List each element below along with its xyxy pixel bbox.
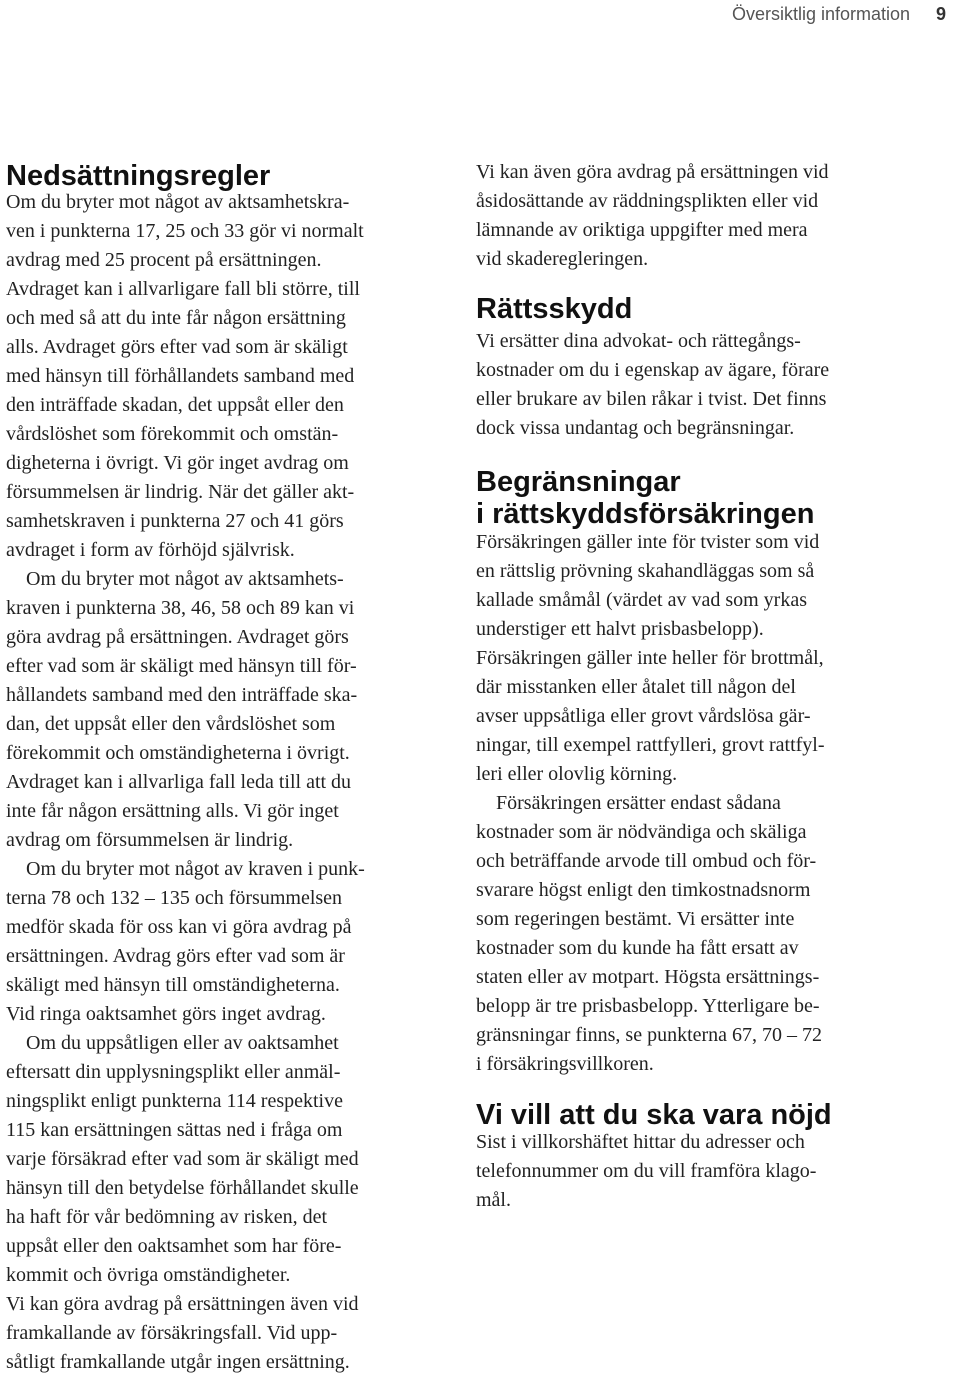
- text-line: där misstanken eller åtalet till någon del: [476, 676, 796, 698]
- text-line: Vi kan göra avdrag på ersättningen även vid: [6, 1293, 359, 1315]
- nedsattningsregler-body: [6, 188, 446, 1377]
- text-line: Om du bryter mot något av kraven i punk-: [6, 858, 365, 880]
- text-line: medför skada för oss kan vi göra avdrag på: [6, 916, 352, 938]
- begransningar-heading-line-1: Begränsningar: [476, 466, 681, 498]
- text-line: digheterna i övrigt. Vi gör inget avdrag om: [6, 452, 349, 474]
- text-line: gränsningar finns, se punkterna 67, 70 – 72: [476, 1024, 823, 1046]
- begransningar-body: [476, 528, 916, 1079]
- text-line: den inträffade skadan, det uppsåt eller den: [6, 394, 344, 416]
- text-line: uppsåt eller den oaktsamhet som har före-: [6, 1235, 342, 1257]
- text-line: kallade småmål (värdet av vad som yrkas: [476, 589, 807, 611]
- text-line: lämnande av oriktiga uppgifter med mera: [476, 219, 808, 241]
- text-line: varje försäkrad efter vad som är skäligt med: [6, 1148, 359, 1170]
- text-line: Sist i villkorshäftet hittar du adresser och: [476, 1131, 805, 1153]
- section-heading-begransningar: [476, 466, 916, 530]
- text-line: leri eller olovlig körning.: [476, 763, 678, 785]
- text-line: telefonnummer om du vill framföra klago-: [476, 1160, 817, 1182]
- text-line: hållandets samband med den inträffade ska-: [6, 684, 358, 706]
- page-number: 9: [935, 4, 946, 24]
- text-line: Om du uppsåtligen eller av oaktsamhet: [6, 1032, 339, 1054]
- text-line: såtligt framkallande utgår ingen ersättning.: [6, 1351, 350, 1373]
- text-line: avdraget i form av förhöjd självrisk.: [6, 539, 295, 561]
- rattsskydd-body: [476, 327, 916, 443]
- text-line: ningsplikt enligt punkterna 114 respektive: [6, 1090, 343, 1112]
- text-line: inte får någon ersättning alls. Vi gör inget: [6, 800, 339, 822]
- right-column: [476, 158, 916, 1215]
- text-line: skäligt med hänsyn till omständigheterna.: [6, 974, 340, 996]
- text-line: svarare högst enligt den timkostnadsnorm: [476, 879, 811, 901]
- text-line: kraven i punkterna 38, 46, 58 och 89 kan vi: [6, 597, 355, 619]
- text-line: göra avdrag på ersättningen. Avdraget görs: [6, 626, 349, 648]
- right-intro-body: [476, 158, 916, 274]
- text-line: Vi kan även göra avdrag på ersättningen vid: [476, 161, 829, 183]
- text-line: Avdraget kan i allvarliga fall leda till att du: [6, 771, 352, 793]
- text-line: eftersatt din upplysningsplikt eller anmäl-: [6, 1061, 341, 1083]
- nojd-body: [476, 1128, 916, 1215]
- section-heading-nedsattningsregler: Nedsättningsregler: [6, 160, 271, 192]
- text-line: ven i punkterna 17, 25 och 33 gör vi normalt: [6, 220, 364, 242]
- text-line: ningar, till exempel rattfylleri, grovt rattfyl-: [476, 734, 825, 756]
- text-line: understiger ett halvt prisbasbelopp).: [476, 618, 764, 640]
- text-line: Vi ersätter dina advokat- och rättegångs-: [476, 330, 801, 352]
- text-line: mål.: [476, 1189, 511, 1211]
- text-line: kostnader om du i egenskap av ägare, förare: [476, 359, 830, 381]
- text-line: dan, det uppsåt eller den vårdslöshet som: [6, 713, 336, 735]
- text-line: kostnader som du kunde ha fått ersatt av: [476, 937, 799, 959]
- text-line: alls. Avdraget görs efter vad som är skäligt: [6, 336, 348, 358]
- text-line: Vid ringa oaktsamhet görs inget avdrag.: [6, 1003, 326, 1025]
- text-line: i försäkringsvillkoren.: [476, 1053, 654, 1075]
- left-column: [6, 158, 446, 1377]
- text-line: kostnader som är nödvändiga och skäliga: [476, 821, 807, 843]
- text-line: förekommit och omständigheterna i övrigt.: [6, 742, 350, 764]
- text-line: som regeringen bestämt. Vi ersätter inte: [476, 908, 795, 930]
- section-heading-rattsskydd: Rättsskydd: [476, 293, 633, 325]
- text-line: efter vad som är skäligt med hänsyn till för-: [6, 655, 357, 677]
- text-line: Avdraget kan i allvarligare fall bli större, till: [6, 278, 360, 300]
- text-line: staten eller av motpart. Högsta ersättnings-: [476, 966, 820, 988]
- text-line: vid skaderegleringen.: [476, 248, 649, 270]
- text-line: Försäkringen gäller inte heller för brottmål,: [476, 647, 824, 669]
- text-line: ersättningen. Avdrag görs efter vad som är: [6, 945, 345, 967]
- text-line: dock vissa undantag och begränsningar.: [476, 417, 795, 439]
- text-line: framkallande av försäkringsfall. Vid upp-: [6, 1322, 338, 1344]
- running-head-title: Översiktlig information: [731, 4, 910, 24]
- text-line: Försäkringen ersätter endast sådana: [476, 792, 781, 814]
- text-line: ha haft för vår bedömning av risken, det: [6, 1206, 328, 1228]
- text-line: och med så att du inte får någon ersättning: [6, 307, 346, 329]
- text-line: Om du bryter mot något av aktsamhetskra-: [6, 191, 350, 213]
- section-heading-nojd: Vi vill att du ska vara nöjd: [476, 1099, 832, 1131]
- text-line: samhetskraven i punkterna 27 och 41 görs: [6, 510, 344, 532]
- text-line: vårdslöshet som förekommit och omstän-: [6, 423, 339, 445]
- text-line: hänsyn till den betydelse förhållandet skulle: [6, 1177, 359, 1199]
- text-line: åsidosättande av räddningsplikten eller vid: [476, 190, 819, 212]
- text-line: avdrag om försummelsen är lindrig.: [6, 829, 294, 851]
- text-line: och beträffande arvode till ombud och för-: [476, 850, 817, 872]
- begransningar-heading-line-2: i rättskyddsförsäkringen: [476, 498, 815, 530]
- text-line: Försäkringen gäller inte för tvister som vid: [476, 531, 820, 553]
- text-line: Om du bryter mot något av aktsamhets-: [6, 568, 344, 590]
- text-line: med hänsyn till förhållandets samband med: [6, 365, 355, 387]
- text-line: avser uppsåtliga eller grovt vårdslösa gär-: [476, 705, 811, 727]
- text-line: en rättslig prövning skahandläggas som så: [476, 560, 815, 582]
- text-line: 115 kan ersättningen sättas ned i fråga om: [6, 1119, 343, 1141]
- text-line: belopp är tre prisbasbelopp. Ytterligare be-: [476, 995, 820, 1017]
- text-line: terna 78 och 132 – 135 och försummelsen: [6, 887, 343, 909]
- text-line: eller brukare av bilen råkar i tvist. Det finns: [476, 388, 827, 410]
- text-line: avdrag med 25 procent på ersättningen.: [6, 249, 322, 271]
- text-line: försummelsen är lindrig. När det gäller akt-: [6, 481, 355, 503]
- text-line: kommit och övriga omständigheter.: [6, 1264, 291, 1286]
